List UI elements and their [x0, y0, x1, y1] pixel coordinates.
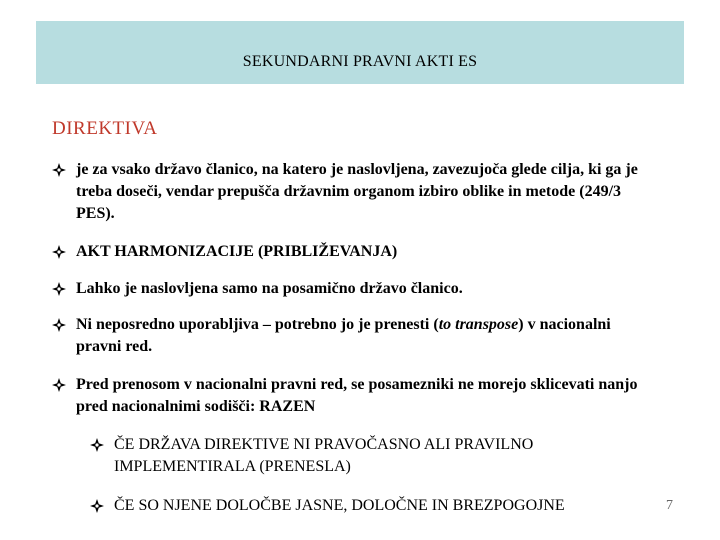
bullet-item: [52, 374, 652, 418]
diamond-bullet-icon: [52, 159, 70, 181]
bullet-item: [52, 159, 652, 225]
sub-bullet-item: [90, 495, 690, 517]
bullet-text: [52, 314, 652, 358]
sub-bullet-text: ČE SO NJENE DOLOČBE JASNE, DOLOČNE IN BREZPOGOJNE: [114, 497, 565, 514]
bullet-text: je za vsako državo članico, na katero je naslovljena, zavezujoča glede cilja, ki ga je treba doseči, vendar prepušča državnim organom izbiro oblike in metode (249/3 PES).: [76, 161, 638, 222]
diamond-bullet-icon: [90, 434, 108, 456]
bullet-text: Lahko je naslovljena samo na posamično državo članico.: [76, 280, 463, 297]
diamond-bullet-icon: [52, 241, 70, 263]
bullet-item: [52, 278, 652, 300]
bullet-text-post: ) v nacionalni pravni red.: [76, 316, 611, 355]
slide-title: SEKUNDARNI PRAVNI AKTI ES: [242, 53, 478, 70]
title-band: [36, 21, 684, 84]
diamond-bullet-icon: [90, 495, 108, 517]
diamond-bullet-icon: [52, 278, 70, 300]
bullet-text: Pred prenosom v nacionalni pravni red, se posamezniki ne morejo sklicevati nanjo pred nacionalnimi sodišči: RAZEN: [76, 376, 638, 415]
sub-bullet-text: ČE DRŽAVA DIREKTIVE NI PRAVOČASNO ALI PRAVILNO IMPLEMENTIRALA (PRENESLA): [114, 436, 534, 475]
diamond-bullet-icon: [52, 374, 70, 396]
bullet-text-pre: Ni neposredno uporabljiva – potrebno jo je prenesti (: [76, 316, 439, 333]
bullet-text: AKT HARMONIZACIJE (PRIBLIŽEVANJA): [76, 243, 398, 260]
bullet-item: [52, 241, 652, 263]
sub-bullet-item: [90, 434, 650, 478]
diamond-bullet-icon: [52, 314, 70, 336]
page-number: 7: [666, 498, 673, 513]
bullet-text-italic: to transpose: [438, 316, 519, 333]
section-heading: DIREKTIVA: [52, 118, 158, 139]
bullet-item: [52, 314, 652, 358]
